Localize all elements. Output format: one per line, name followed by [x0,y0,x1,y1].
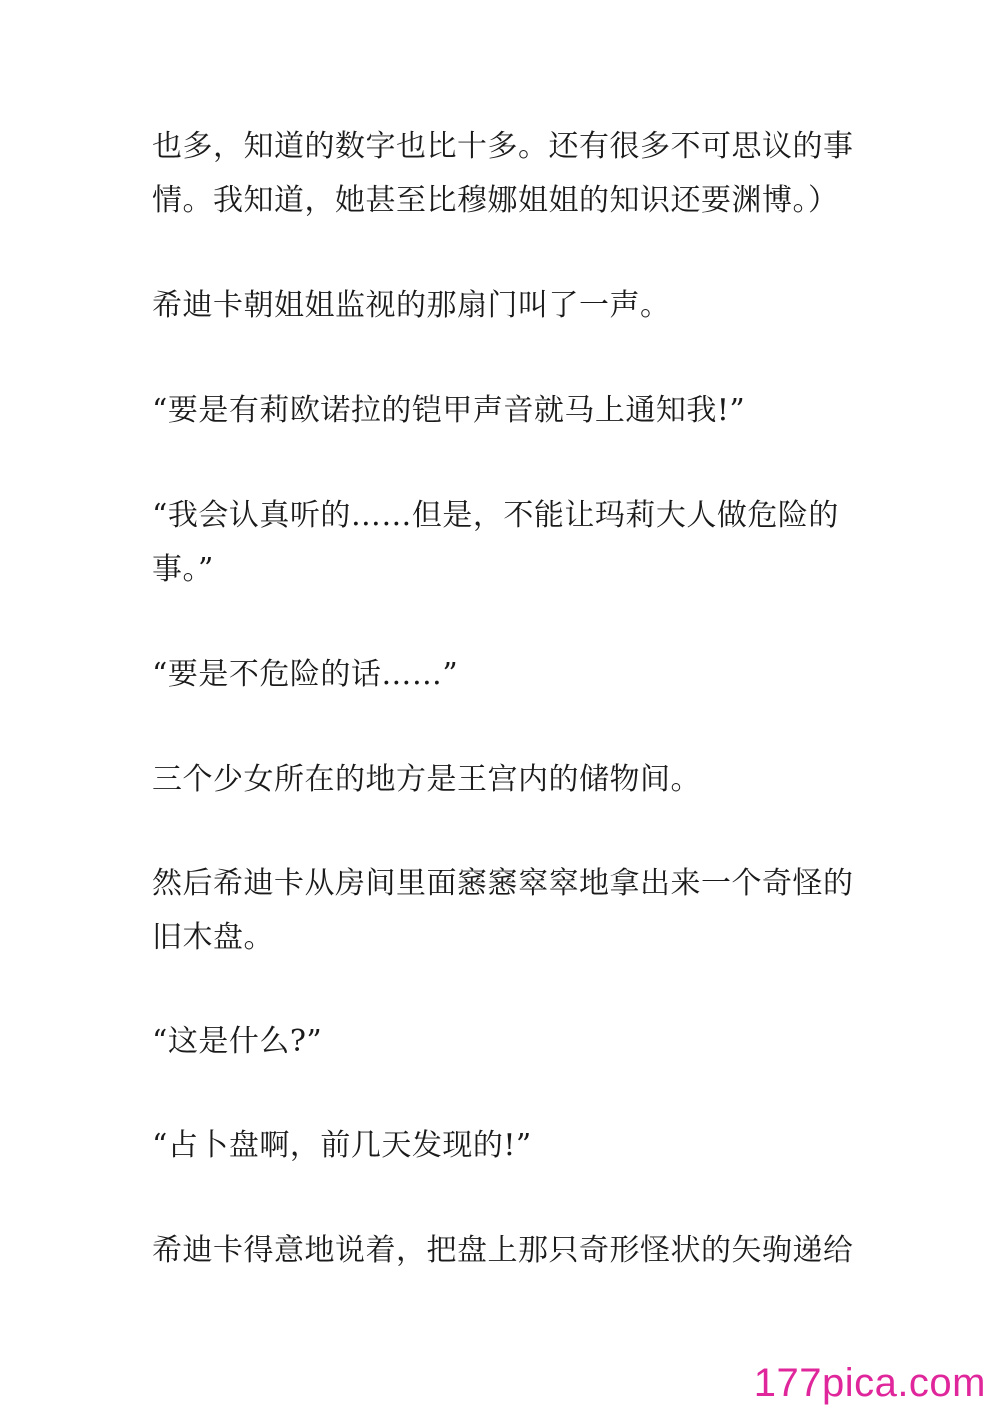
watermark: 177pica.com [753,1361,986,1405]
paragraph-line: 希迪卡朝姐姐监视的那扇门叫了一声。 [152,288,671,323]
paragraph-line: 旧木盘。 [152,920,274,955]
paragraph-line: “这是什么?” [152,1024,323,1059]
paragraph-line: 事。” [152,552,214,587]
paragraph-line: “要是有莉欧诺拉的铠甲声音就马上通知我!” [152,393,746,428]
paragraph-line: 三个少女所在的地方是王宫内的储物间。 [152,762,701,797]
paragraph-line: 希迪卡得意地说着，把盘上那只奇形怪状的矢驹递给 [152,1233,854,1268]
paragraph-line: 情。我知道，她甚至比穆娜姐姐的知识还要渊博。） [152,183,839,218]
paragraph-line: “我会认真听的……但是，不能让玛莉大人做危险的 [152,498,839,533]
paragraph-line: 也多，知道的数字也比十多。还有很多不可思议的事 [152,129,854,164]
paragraph-line: “要是不危险的话……” [152,657,459,692]
paragraph-line: 然后希迪卡从房间里面窸窸窣窣地拿出来一个奇怪的 [152,866,854,901]
paragraph-line: “占卜盘啊，前几天发现的!” [152,1128,532,1163]
